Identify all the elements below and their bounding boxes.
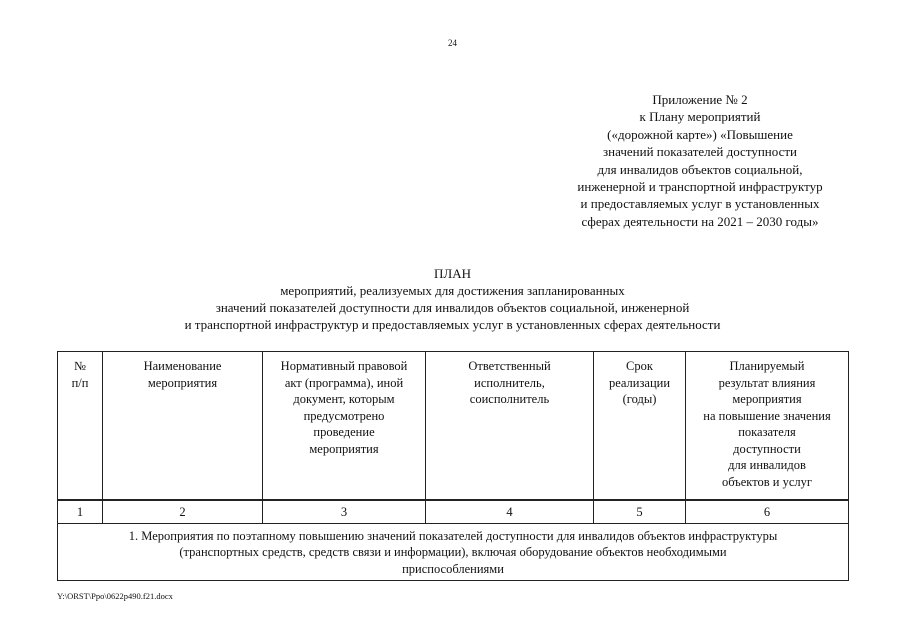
header-line: исполнитель,	[474, 375, 545, 390]
appendix-line: и предоставляемых услуг в установленных	[580, 196, 820, 212]
column-number-row	[58, 500, 849, 523]
appendix-block	[540, 91, 860, 230]
header-cell-executor	[426, 352, 594, 501]
header-line: объектов и услуг	[721, 474, 813, 489]
header-cell-number	[58, 352, 103, 501]
header-line: Нормативный правовой	[280, 359, 408, 373]
appendix-line: к Плану мероприятий	[639, 109, 761, 125]
appendix-line: («дорожной карте») «Повышение	[607, 126, 793, 142]
appendix-line: сферах деятельности на 2021 – 2030 годы»	[581, 213, 819, 229]
header-line: Ответственный	[468, 359, 551, 373]
plan-subtitle-line: значений показателей доступности для инвалидов объектов социальной, инженерной	[215, 300, 690, 315]
header-line: показателя	[738, 425, 796, 439]
plan-heading	[0, 265, 905, 333]
header-line: мероприятия	[309, 441, 379, 456]
header-cell-legal-act	[263, 352, 426, 501]
header-line: Срок	[626, 359, 653, 373]
header-line: результат влияния	[718, 375, 816, 390]
header-line: акт (программа), иной	[284, 375, 404, 390]
section-heading-line: приспособлениями	[402, 561, 504, 576]
column-number-cell: 6	[686, 500, 849, 523]
header-line: (годы)	[622, 392, 657, 406]
appendix-line: Приложение № 2	[652, 92, 748, 107]
header-cell-term	[594, 352, 686, 501]
header-line: предусмотрено	[303, 408, 385, 423]
section-heading-cell	[58, 523, 849, 581]
header-line: реализации	[608, 375, 671, 390]
header-cell-name	[103, 352, 263, 501]
column-number-cell: 5	[594, 500, 686, 523]
page-number: 24	[448, 38, 457, 48]
section-heading-line: (транспортных средств, средств связи и информации), включая оборудование объектов необходимыми	[179, 545, 727, 559]
header-line: доступности	[733, 441, 801, 456]
column-number-cell: 2	[103, 500, 263, 523]
column-number-cell: 3	[263, 500, 426, 523]
header-line: документ, которым	[293, 392, 395, 406]
column-number-cell: 1	[58, 500, 103, 523]
section-row	[58, 523, 849, 581]
header-line: мероприятия	[732, 392, 802, 406]
plan-subtitle-line: мероприятий, реализуемых для достижения запланированных	[280, 283, 625, 298]
header-line: мероприятия	[147, 375, 218, 390]
header-line: п/п	[71, 375, 89, 390]
header-line: Наименование	[143, 359, 222, 373]
header-line: на повышение значения	[703, 408, 831, 423]
plan-title: ПЛАН	[434, 266, 471, 281]
plan-subtitle-line: и транспортной инфраструктур и предоставляемых услуг в установленных сферах деятельности	[184, 317, 721, 332]
header-line: для инвалидов	[728, 458, 806, 472]
column-number-cell: 4	[426, 500, 594, 523]
header-line: соисполнитель	[469, 392, 550, 406]
appendix-line: инженерной и транспортной инфраструктур	[577, 179, 823, 195]
footer-file-path: Y:\ORST\Ppo\0622p490.f21.docx	[57, 591, 173, 601]
plan-table	[57, 351, 849, 581]
appendix-line: значений показателей доступности	[603, 144, 797, 160]
header-line: №	[74, 359, 86, 373]
header-line: проведение	[313, 425, 375, 439]
section-heading-line: 1. Мероприятия по поэтапному повышению значений показателей доступности для инвалидов объектов инфраструктуры	[128, 528, 778, 543]
appendix-line: для инвалидов объектов социальной,	[597, 161, 803, 177]
header-cell-result	[686, 352, 849, 501]
table-header-row	[58, 352, 849, 501]
header-line: Планируемый	[729, 359, 805, 373]
